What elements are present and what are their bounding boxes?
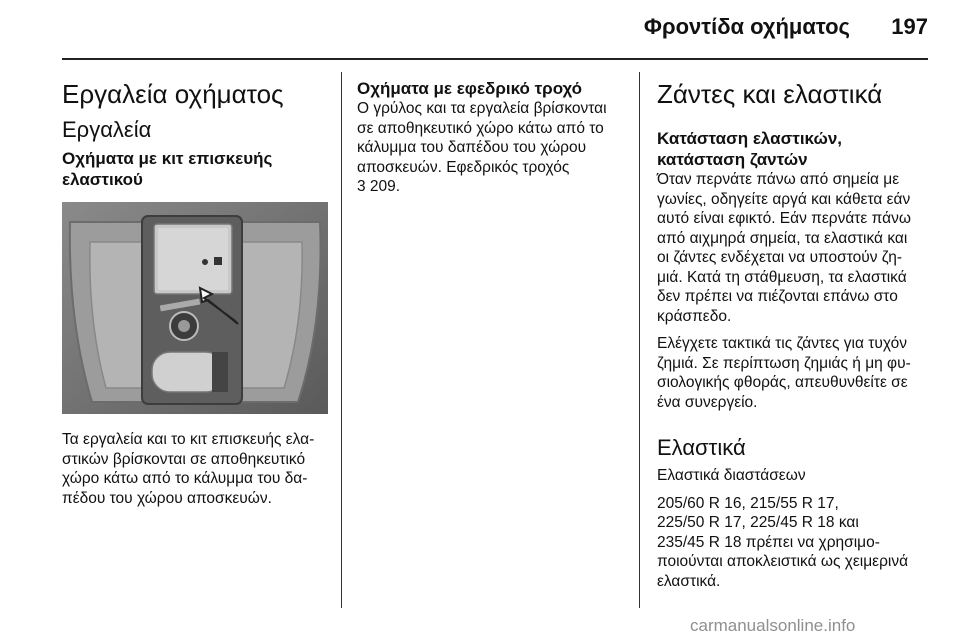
caption-line-2: στικών βρίσκονται σε αποθηκευτικό xyxy=(62,450,306,468)
trunk-storage-photo xyxy=(62,202,328,414)
para1-line-2: γωνίες, οδηγείτε αργά και κάθετα εάν xyxy=(657,190,911,208)
para2-line-3: σιολογικής φθοράς, απευθυνθείτε σε xyxy=(657,374,908,391)
para1-line-8: κράσπεδο. xyxy=(657,307,732,325)
column-3 xyxy=(657,72,932,591)
heading-tyre-condition-line2: κατάσταση ζαντών xyxy=(657,150,808,169)
caption-line-1: Τα εργαλεία και το κιτ επισκευής ελα- xyxy=(62,431,315,448)
body-line-3: κάλυμμα του δαπέδου του χώρου xyxy=(357,139,587,156)
watermark-text: carmanualsonline.info xyxy=(690,616,856,635)
para3-line-1: Ελαστικά διαστάσεων xyxy=(657,467,806,484)
heading-repair-kit-line1: Οχήματα με κιτ επισκευής xyxy=(62,149,273,168)
para1-line-4: από αιχμηρά σημεία, τα ελαστικά και xyxy=(657,229,908,247)
header-divider xyxy=(62,58,928,60)
section-title: Φροντίδα οχήματος xyxy=(643,14,850,39)
heading-tools: Εργαλεία xyxy=(62,117,152,142)
body-line-4: αποσκευών. Εφεδρικός τροχός xyxy=(357,158,570,176)
para4-line-4: ποιούνται αποκλειστικά ως χειμερινά xyxy=(657,553,909,570)
column-1 xyxy=(62,72,330,508)
heading-tyre-condition-line1: Κατάσταση ελαστικών, xyxy=(657,129,842,148)
para4-line-1: 205/60 R 16, 215/55 R 17, xyxy=(657,494,839,512)
heading-tyres: Ελαστικά xyxy=(657,435,746,460)
column-divider-2 xyxy=(639,72,640,608)
caption-line-3: χώρο κάτω από το κάλυμμα του δα- xyxy=(62,470,308,487)
trunk-photo-illustration xyxy=(62,202,328,414)
para2-line-2: ζημιά. Σε περίπτωση ζημιάς ή μη φυ- xyxy=(657,354,911,372)
para4-line-5: ελαστικά. xyxy=(657,572,721,590)
heading-repair-kit-line2: ελαστικού xyxy=(62,170,143,189)
para4-line-2: 225/50 R 17, 225/45 R 18 και xyxy=(657,514,859,531)
para1-line-6: μιά. Κατά τη στάθμευση, τα ελαστικά xyxy=(657,268,907,286)
body-line-1: Ο γρύλος και τα εργαλεία βρίσκονται xyxy=(357,100,607,117)
page-number: 197 xyxy=(891,14,928,39)
heading-spare-wheel: Οχήματα με εφεδρικό τροχό xyxy=(357,79,583,98)
para4-line-3: 235/45 R 18 πρέπει να χρησιμο- xyxy=(657,533,880,551)
column-divider-1 xyxy=(341,72,342,608)
caption-line-4: πέδου του χώρου αποσκευών. xyxy=(62,489,272,507)
heading-vehicle-tools: Εργαλεία οχήματος xyxy=(62,79,284,109)
heading-wheels-tyres: Ζάντες και ελαστικά xyxy=(657,79,883,109)
body-line-2: σε αποθηκευτικό χώρο κάτω από το xyxy=(357,119,604,137)
para2-line-4: ένα συνεργείο. xyxy=(657,393,758,411)
para2-line-1: Ελέγχετε τακτικά τις ζάντες για τυχόν xyxy=(657,335,907,352)
para1-line-7: δεν πρέπει να πιέζονται επάνω στο xyxy=(657,288,898,305)
para1-line-5: οι ζάντες ενδέχεται να υποστούν ζη- xyxy=(657,249,903,266)
page-reference-link[interactable]: 3 209. xyxy=(357,178,401,195)
column-2 xyxy=(357,72,625,197)
para1-line-1: Όταν περνάτε πάνω από σημεία με xyxy=(657,171,900,188)
para1-line-3: αυτό είναι εφικτό. Εάν περνάτε πάνω xyxy=(657,210,911,227)
